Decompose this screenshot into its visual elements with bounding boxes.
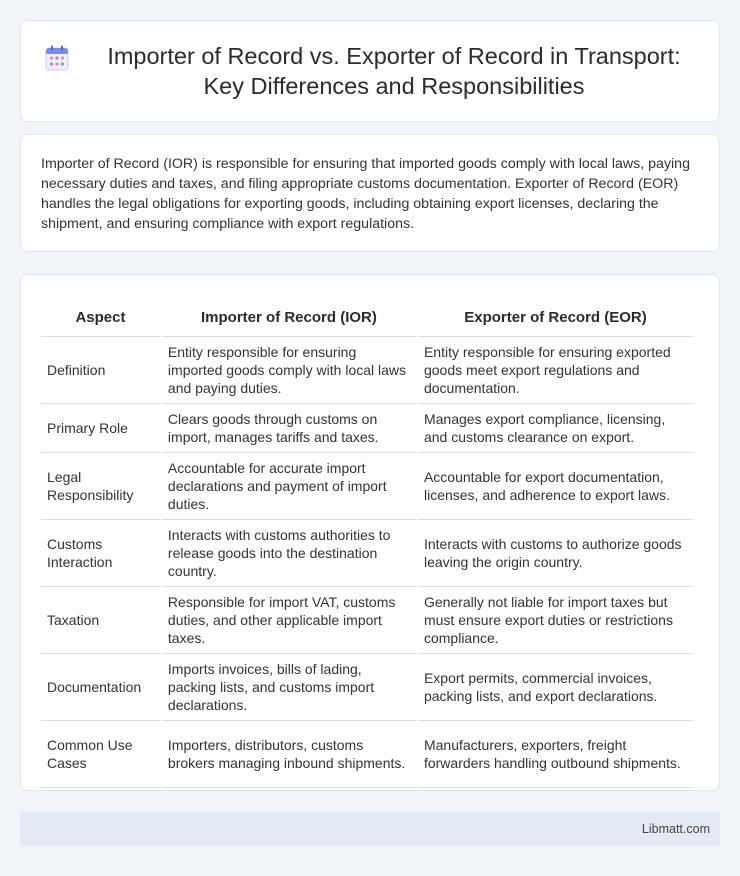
row-ior: Importers, distributors, customs brokers managing inbound shipments. — [162, 721, 416, 788]
comparison-table — [39, 293, 695, 788]
row-aspect: Primary Role — [41, 404, 160, 453]
row-ior: Responsible for import VAT, customs duties, and other applicable import taxes. — [162, 587, 416, 654]
table-row — [41, 654, 693, 721]
table-row — [41, 404, 693, 453]
table-row — [41, 337, 693, 404]
row-eor: Manages export compliance, licensing, and customs clearance on export. — [418, 404, 693, 453]
row-eor: Export permits, commercial invoices, packing lists, and export declarations. — [418, 654, 693, 721]
row-aspect: Legal Responsibility — [41, 453, 160, 520]
row-ior: Interacts with customs authorities to release goods into the destination country. — [162, 520, 416, 587]
intro-paragraph: Importer of Record (IOR) is responsible for ensuring that imported goods comply with local laws, paying necessary duties and taxes, and filing appropriate customs documentation. Exporter of Record (EOR) handles the legal obligations for exporting goods, including obtaining export licenses, declaring the shipment, and ensuring compliance with export regulations. — [41, 156, 690, 232]
row-aspect: Common Use Cases — [41, 721, 160, 788]
table-header-row — [41, 293, 693, 337]
row-eor: Entity responsible for ensuring exported goods meet export regulations and documentation. — [418, 337, 693, 404]
table-row — [41, 453, 693, 520]
row-ior: Imports invoices, bills of lading, packing lists, and customs import declarations. — [162, 654, 416, 721]
row-aspect: Taxation — [41, 587, 160, 654]
title-wrap — [21, 21, 719, 121]
row-ior: Entity responsible for ensuring imported goods comply with local laws and paying duties. — [162, 337, 416, 404]
calendar-grid-icon — [45, 45, 69, 71]
row-eor: Manufacturers, exporters, freight forwarders handling outbound shipments. — [418, 721, 693, 788]
footer — [20, 812, 720, 846]
row-ior: Accountable for accurate import declarations and payment of import duties. — [162, 453, 416, 520]
title-card — [20, 20, 720, 122]
table-row — [41, 520, 693, 587]
table-row — [41, 721, 693, 788]
header-aspect: Aspect — [41, 293, 160, 337]
header-eor: Exporter of Record (EOR) — [418, 293, 693, 337]
row-aspect: Documentation — [41, 654, 160, 721]
row-eor: Interacts with customs to authorize goods leaving the origin country. — [418, 520, 693, 587]
comparison-card — [20, 274, 720, 791]
page-title: Importer of Record vs. Exporter of Record in Transport: Key Differences and Responsibilities — [107, 43, 681, 99]
row-ior: Clears goods through customs on import, manages tariffs and taxes. — [162, 404, 416, 453]
table-row — [41, 587, 693, 654]
row-aspect: Definition — [41, 337, 160, 404]
header-ior: Importer of Record (IOR) — [162, 293, 416, 337]
row-eor: Accountable for export documentation, licenses, and adherence to export laws. — [418, 453, 693, 520]
footer-site-link[interactable]: Libmatt.com — [641, 822, 710, 836]
row-eor: Generally not liable for import taxes but must ensure export duties or restrictions compliance. — [418, 587, 693, 654]
intro-card — [20, 134, 720, 252]
row-aspect: Customs Interaction — [41, 520, 160, 587]
